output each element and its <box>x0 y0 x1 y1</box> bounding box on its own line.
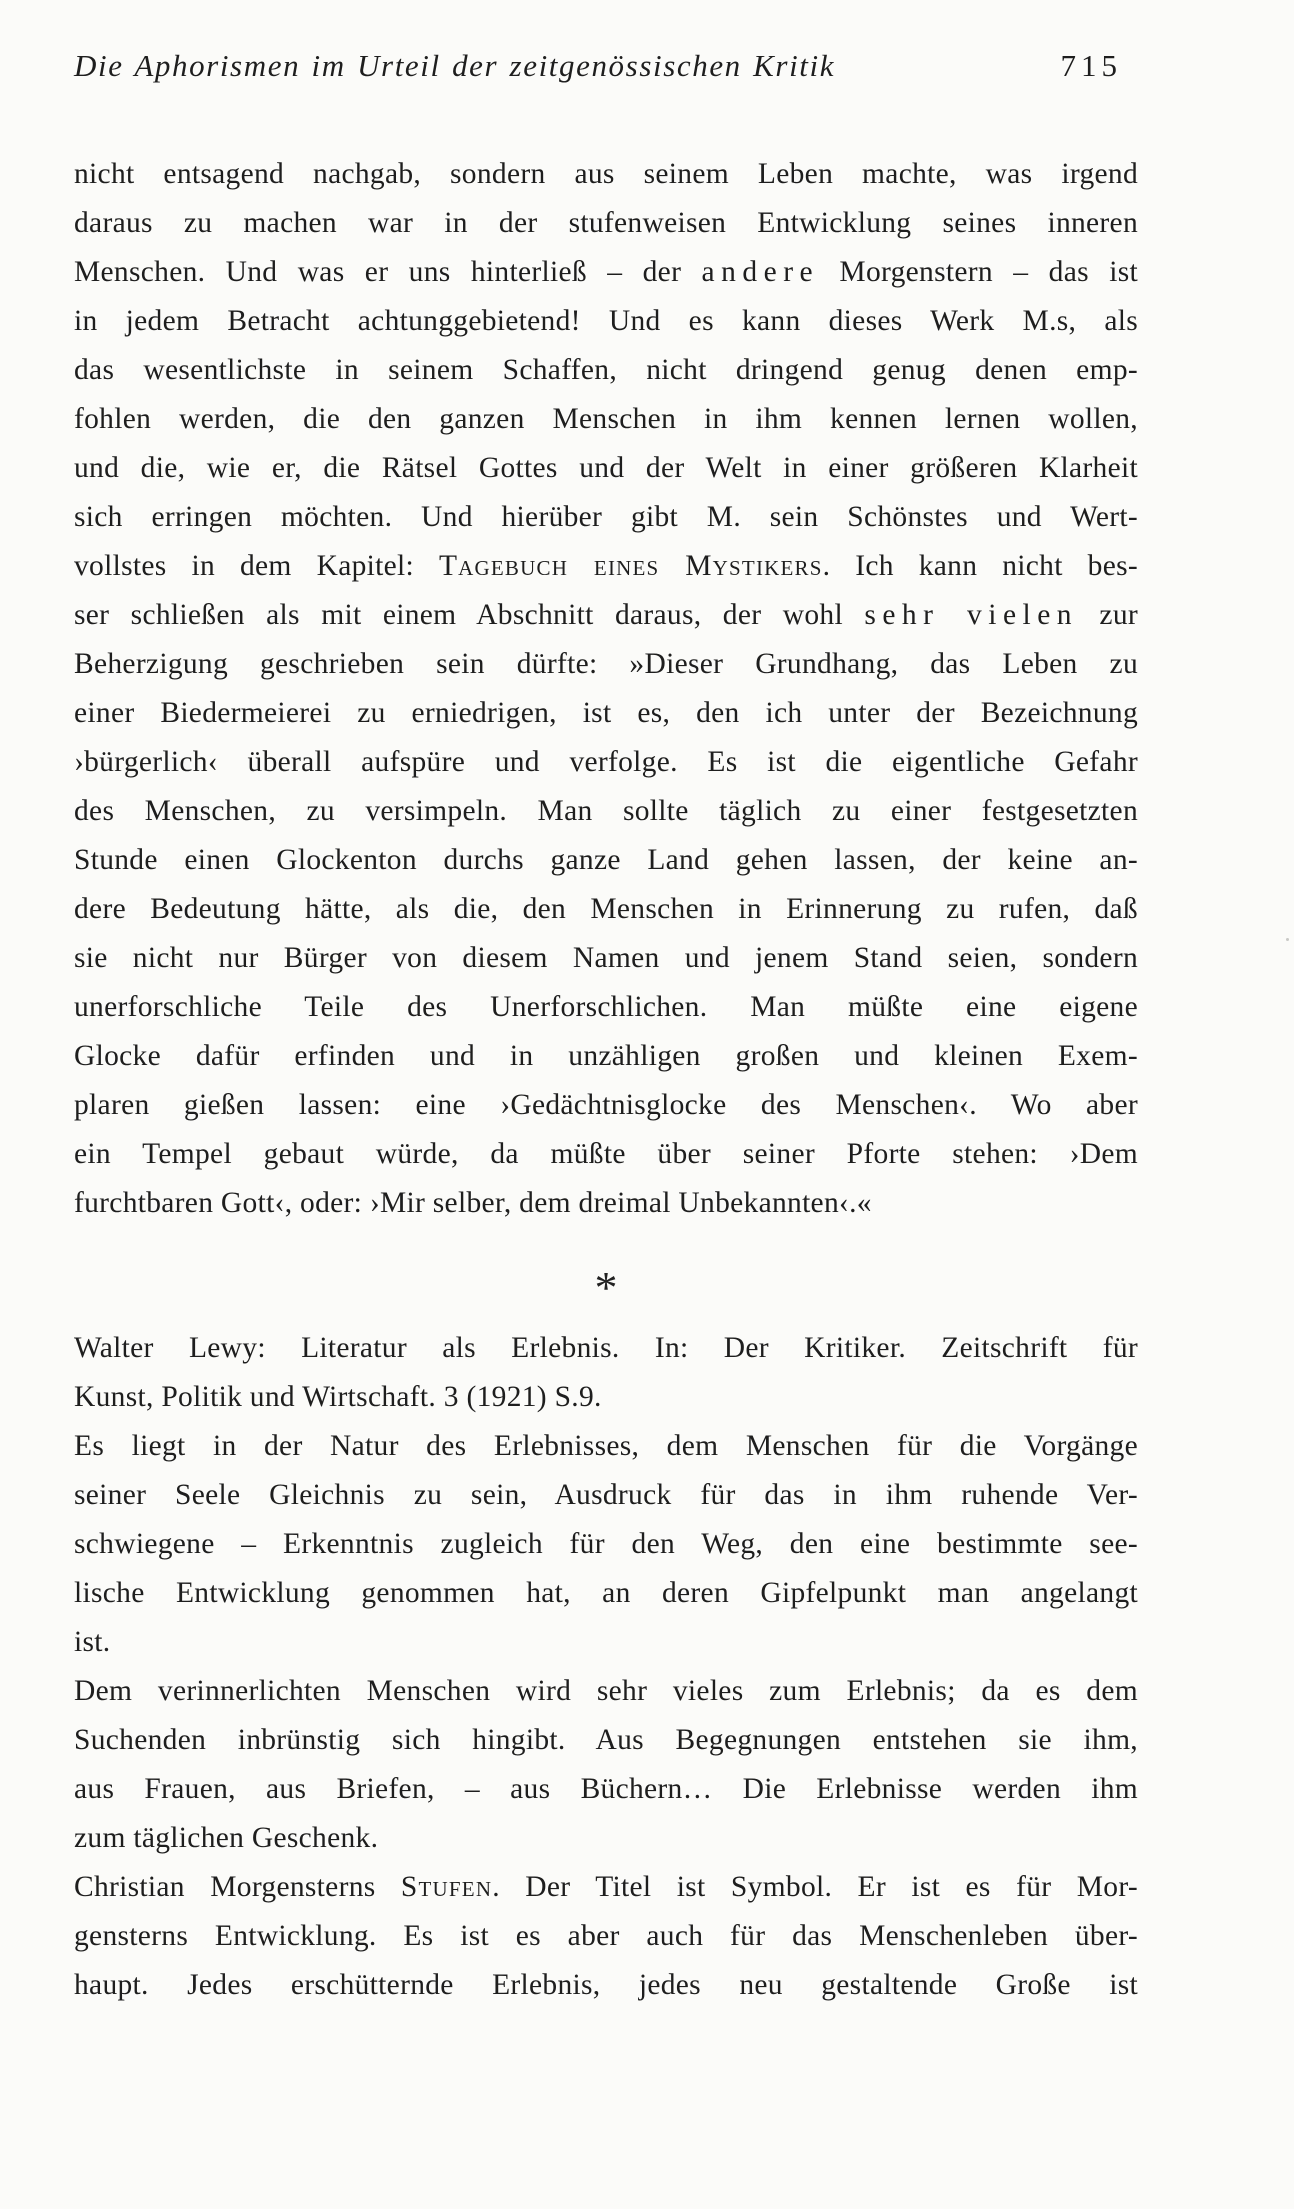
text-segment: . Der Titel ist Symbol. Er ist es für Mor- <box>492 1871 1138 1903</box>
text-line <box>74 1569 1138 1618</box>
section-separator <box>74 1228 1138 1324</box>
text-segment: gensterns Entwicklung. Es ist es aber auch für das Menschenleben über- <box>74 1920 1138 1952</box>
text-line <box>74 1912 1138 1961</box>
text-segment: Stunde einen Glockenton durchs ganze Land gehen lassen, der keine an- <box>74 844 1138 876</box>
page-number: 715 <box>1060 48 1122 83</box>
text-line <box>74 1179 1138 1228</box>
text-segment: Glocke dafür erfinden und in unzähligen großen und kleinen Exem- <box>74 1040 1138 1072</box>
text-segment: Es liegt in der Natur des Erlebnisses, dem Menschen für die Vorgänge <box>74 1430 1138 1462</box>
text-line <box>74 542 1138 591</box>
text-line <box>74 1422 1138 1471</box>
text-line <box>74 591 1138 640</box>
text-segment: ›bürgerlich‹ überall aufspüre und verfolge. Es ist die eigentliche Gefahr <box>74 746 1138 778</box>
text-line <box>74 836 1138 885</box>
text-line <box>74 1863 1138 1912</box>
text-segment-spaced: andere <box>701 256 820 288</box>
text-line <box>74 1130 1138 1179</box>
text-segment: Kunst, Politik und Wirtschaft. 3 (1921) S.9. <box>74 1381 602 1413</box>
text-segment: und die, wie er, die Rätsel Gottes und der Welt in einer größeren Klarheit <box>74 452 1138 484</box>
text-segment: haupt. Jedes erschütternde Erlebnis, jedes neu gestaltende Große ist <box>74 1969 1138 2001</box>
paragraph <box>74 1863 1138 2010</box>
text-segment: furchtbaren Gott‹, oder: ›Mir selber, dem dreimal Unbekannten‹.« <box>74 1187 872 1219</box>
text-line <box>74 689 1138 738</box>
text-segment: nicht entsagend nachgab, sondern aus seinem Leben machte, was irgend <box>74 158 1138 190</box>
text-block-lewy-review <box>74 1324 1138 2010</box>
text-segment: dere Bedeutung hätte, als die, den Menschen in Erinnerung zu rufen, daß <box>74 893 1138 925</box>
text-line <box>74 934 1138 983</box>
text-line <box>74 1814 1138 1863</box>
text-segment: Walter Lewy: Literatur als Erlebnis. In: Der Kritiker. Zeitschrift für <box>74 1332 1138 1364</box>
text-segment: Dem verinnerlichten Menschen wird sehr vieles zum Erlebnis; da es dem <box>74 1675 1138 1707</box>
text-segment: plaren gießen lassen: eine ›Gedächtnisglocke des Menschen‹. Wo aber <box>74 1089 1138 1121</box>
text-line <box>74 199 1138 248</box>
scan-artifact-dot <box>1286 938 1289 941</box>
text-line <box>74 297 1138 346</box>
text-line <box>74 1520 1138 1569</box>
text-line <box>74 1765 1138 1814</box>
paragraph <box>74 150 1138 1228</box>
text-line <box>74 1032 1138 1081</box>
text-line <box>74 787 1138 836</box>
text-segment: daraus zu machen war in der stufenweisen Entwicklung seines inneren <box>74 207 1138 239</box>
running-head-title: Die Aphorismen im Urteil der zeitgenössischen Kritik <box>74 48 836 83</box>
text-line <box>74 346 1138 395</box>
text-segment-spaced: sehr vielen <box>864 599 1079 631</box>
text-segment: das wesentlichste in seinem Schaffen, nicht dringend genug denen emp- <box>74 354 1138 386</box>
text-line <box>74 1618 1138 1667</box>
text-segment: vollstes in dem Kapitel: <box>74 550 439 582</box>
paragraph <box>74 1422 1138 1667</box>
text-segment: Christian Morgensterns <box>74 1871 401 1903</box>
text-segment: sich erringen möchten. Und hierüber gibt M. sein Schönstes und Wert- <box>74 501 1138 533</box>
text-line <box>74 248 1138 297</box>
text-block-review-excerpt <box>74 150 1138 1228</box>
text-line <box>74 1961 1138 2010</box>
text-segment: unerforschliche Teile des Unerforschlichen. Man müßte eine eigene <box>74 991 1138 1023</box>
paragraph <box>74 1667 1138 1863</box>
text-segment: ist. <box>74 1626 111 1658</box>
text-segment: Beherzigung geschrieben sein dürfte: »Dieser Grundhang, das Leben zu <box>74 648 1138 680</box>
text-segment: . Ich kann nicht bes- <box>822 550 1138 582</box>
text-segment: ser schließen als mit einem Abschnitt daraus, der wohl <box>74 599 865 631</box>
text-line <box>74 1081 1138 1130</box>
text-line <box>74 1373 1138 1422</box>
text-line <box>74 150 1138 199</box>
paragraph <box>74 1324 1138 1422</box>
text-line <box>74 1324 1138 1373</box>
text-segment: fohlen werden, die den ganzen Menschen in ihm kennen lernen wollen, <box>74 403 1138 435</box>
text-line <box>74 885 1138 934</box>
text-line <box>74 738 1138 787</box>
text-line <box>74 444 1138 493</box>
text-segment: ein Tempel gebaut würde, da müßte über seiner Pforte stehen: ›Dem <box>74 1138 1138 1170</box>
text-line <box>74 983 1138 1032</box>
text-line <box>74 640 1138 689</box>
text-line <box>74 1471 1138 1520</box>
text-segment: Menschen. Und was er uns hinterließ – der <box>74 256 702 288</box>
text-line <box>74 1716 1138 1765</box>
text-segment: lische Entwicklung genommen hat, an deren Gipfelpunkt man angelangt <box>74 1577 1138 1609</box>
text-segment: sie nicht nur Bürger von diesem Namen und jenem Stand seien, sondern <box>74 942 1138 974</box>
text-column <box>74 150 1138 2010</box>
asterisk-separator-glyph: * <box>594 1262 618 1313</box>
text-segment: einer Biedermeierei zu erniedrigen, ist es, den ich unter der Bezeichnung <box>74 697 1138 729</box>
text-line <box>74 493 1138 542</box>
text-segment-sc: Stufen <box>400 1871 493 1903</box>
text-segment: Morgenstern – das ist <box>819 256 1138 288</box>
text-segment: Suchenden inbrünstig sich hingibt. Aus Begegnungen entstehen sie ihm, <box>74 1724 1138 1756</box>
text-segment: in jedem Betracht achtunggebietend! Und es kann dieses Werk M.s, als <box>74 305 1138 337</box>
running-head <box>74 48 1122 84</box>
text-line <box>74 395 1138 444</box>
text-segment-sc: Tagebuch eines Mystikers <box>438 550 823 582</box>
text-segment: seiner Seele Gleichnis zu sein, Ausdruck für das in ihm ruhende Ver- <box>74 1479 1138 1511</box>
text-segment: des Menschen, zu versimpeln. Man sollte täglich zu einer festgesetzten <box>74 795 1138 827</box>
text-line <box>74 1667 1138 1716</box>
text-segment: aus Frauen, aus Briefen, – aus Büchern… Die Erlebnisse werden ihm <box>74 1773 1138 1805</box>
text-segment: zur <box>1078 599 1138 631</box>
text-segment: zum täglichen Geschenk. <box>74 1822 379 1854</box>
text-segment: schwiegene – Erkenntnis zugleich für den Weg, den eine bestimmte see- <box>74 1528 1138 1560</box>
